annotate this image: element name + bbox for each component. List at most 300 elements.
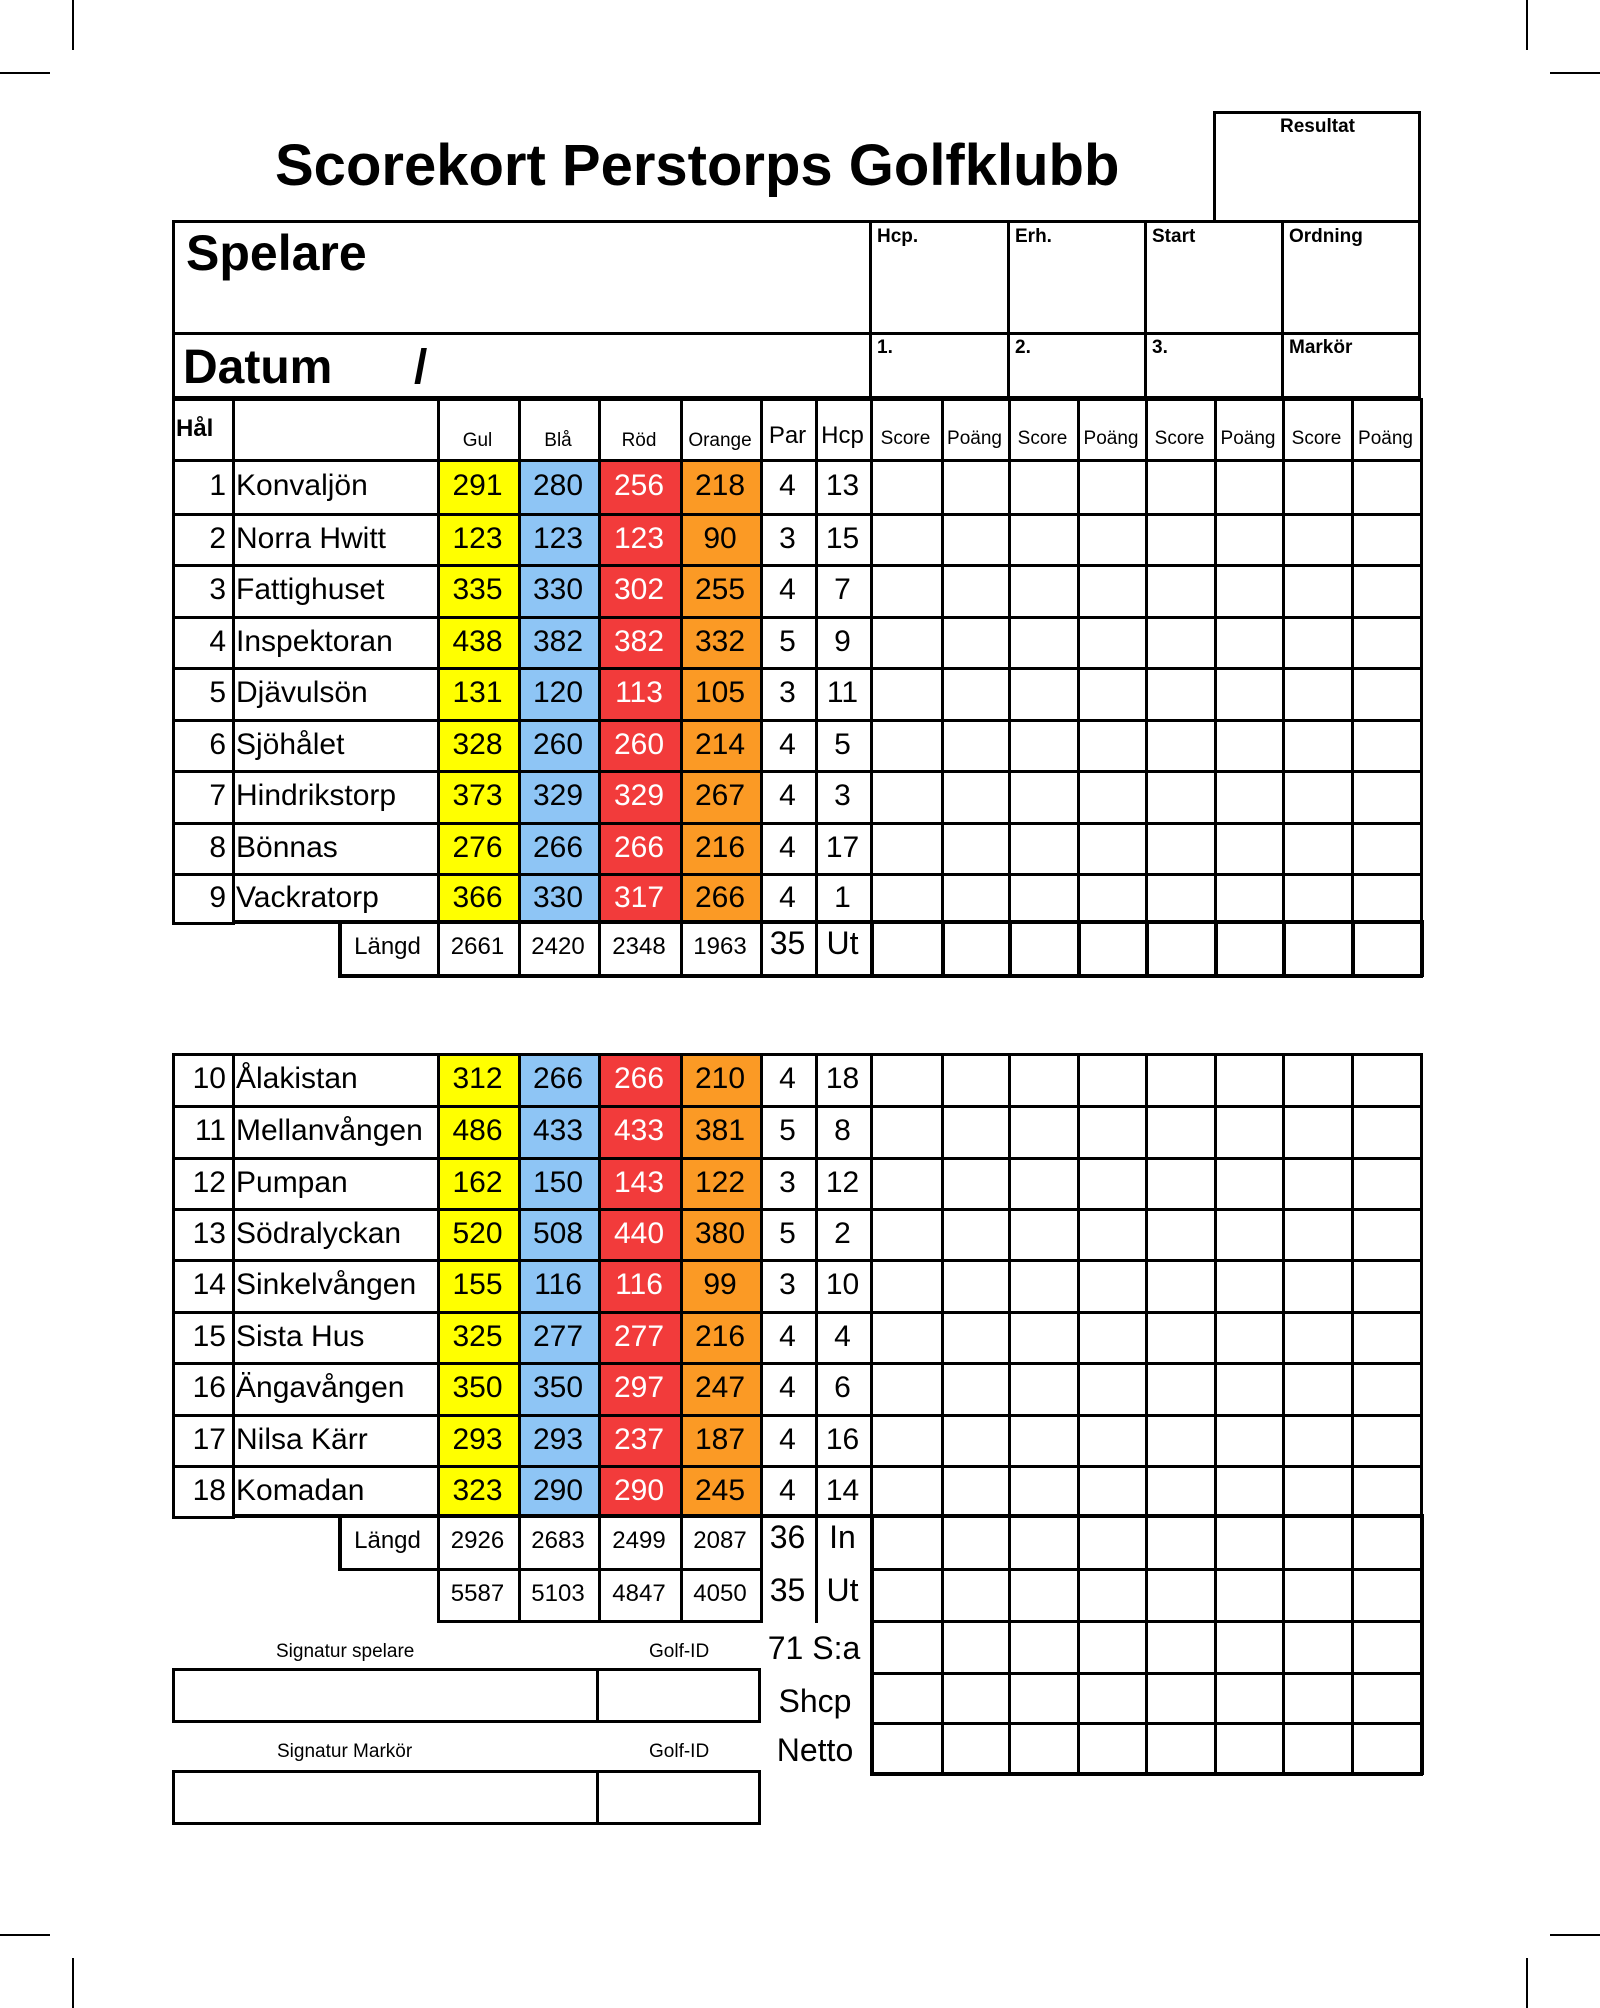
- score-cell[interactable]: [1354, 1314, 1420, 1362]
- golf-id-player-field[interactable]: [600, 1671, 758, 1720]
- summary-score-cell[interactable]: [1081, 1726, 1145, 1772]
- score-cell[interactable]: [873, 1108, 941, 1157]
- score-cell[interactable]: [1285, 1160, 1351, 1208]
- score-cell[interactable]: [1217, 1314, 1282, 1362]
- hole-name: Sjöhålet: [236, 727, 345, 761]
- score-cell[interactable]: [1148, 1314, 1214, 1362]
- score-cell[interactable]: [1080, 1160, 1145, 1208]
- score-cell[interactable]: [1217, 876, 1282, 922]
- length-rod: 116: [615, 1268, 663, 1301]
- summary-score-cell[interactable]: [1149, 1676, 1214, 1722]
- score-cell[interactable]: [1148, 876, 1214, 922]
- score-cell[interactable]: [1217, 1262, 1282, 1311]
- summary-score-cell[interactable]: [1081, 1572, 1145, 1620]
- score-cell[interactable]: [1217, 1417, 1282, 1465]
- summary-score-cell[interactable]: [1218, 1624, 1282, 1672]
- score-cell[interactable]: [1217, 1160, 1282, 1208]
- hole-par: 4: [779, 1473, 796, 1507]
- summary-score-cell[interactable]: [945, 1676, 1008, 1722]
- datum-label: Datum: [183, 341, 333, 394]
- score-cell[interactable]: [1148, 1468, 1214, 1516]
- length-rod: 329: [613, 779, 665, 812]
- summary-score-cell[interactable]: [1286, 1726, 1351, 1772]
- score-cell[interactable]: [1011, 825, 1077, 873]
- summary-score-cell[interactable]: [1149, 1726, 1214, 1772]
- score-cell[interactable]: [1285, 1056, 1351, 1105]
- score-cell[interactable]: [944, 1108, 1008, 1157]
- score-cell[interactable]: [1011, 1417, 1077, 1465]
- score-cell[interactable]: [1217, 1211, 1282, 1259]
- crop-mark: [1550, 72, 1600, 74]
- col-header-score: Score: [1017, 427, 1068, 449]
- length-bla: 433: [532, 1114, 584, 1147]
- length-gul: 486: [452, 1114, 503, 1147]
- hole-hcp: 11: [826, 676, 859, 709]
- score-cell[interactable]: [873, 876, 941, 922]
- score-cell[interactable]: [873, 1468, 941, 1516]
- score-cell[interactable]: [944, 567, 1008, 616]
- score-cell[interactable]: [1080, 825, 1145, 873]
- length-bla: 266: [532, 830, 584, 864]
- front-total-par: 35: [769, 924, 806, 961]
- back-total-tag: In: [829, 1518, 856, 1555]
- score-cell[interactable]: [944, 722, 1008, 770]
- score-cell[interactable]: [1080, 567, 1145, 616]
- back-length-label: Längd: [354, 1527, 421, 1554]
- score-cell[interactable]: [1011, 773, 1077, 822]
- length-bla: 277: [532, 1319, 584, 1353]
- score-cell[interactable]: [1354, 1108, 1420, 1157]
- summary-score-cell[interactable]: [1355, 1726, 1420, 1772]
- hole-number: 9: [209, 880, 226, 914]
- summary-score-cell[interactable]: [1012, 1726, 1077, 1772]
- summary-score-cell[interactable]: [1081, 1518, 1145, 1568]
- score-cell[interactable]: [1080, 670, 1145, 719]
- hole-number: 7: [209, 779, 226, 812]
- hole-par: 4: [779, 1371, 796, 1404]
- front-total-score-cell[interactable]: [1355, 924, 1420, 974]
- score-cell[interactable]: [1080, 1108, 1145, 1157]
- length-gul: 323: [452, 1473, 503, 1507]
- grand-total-par: 35: [769, 1571, 806, 1608]
- score-cell[interactable]: [1011, 1314, 1077, 1362]
- score-cell[interactable]: [944, 516, 1008, 564]
- front-total-tag: Ut: [826, 924, 859, 961]
- hole-number: 2: [209, 521, 226, 555]
- score-cell[interactable]: [1080, 516, 1145, 564]
- back-total-orange: 2087: [693, 1527, 747, 1554]
- score-cell[interactable]: [1148, 567, 1214, 616]
- score-cell[interactable]: [1354, 773, 1420, 822]
- score-cell[interactable]: [873, 1160, 941, 1208]
- length-orange: 105: [694, 676, 746, 709]
- summary-score-cell[interactable]: [1355, 1624, 1420, 1672]
- score-cell[interactable]: [1354, 516, 1420, 564]
- score-cell[interactable]: [873, 619, 941, 667]
- score-cell[interactable]: [1148, 1056, 1214, 1105]
- front-total-score-cell[interactable]: [1286, 924, 1351, 974]
- score-cell[interactable]: [1217, 462, 1282, 513]
- front-total-score-cell[interactable]: [1218, 924, 1282, 974]
- score-cell[interactable]: [944, 1056, 1008, 1105]
- signature-player-label: Signatur spelare: [276, 1641, 415, 1662]
- score-cell[interactable]: [1148, 619, 1214, 667]
- front-total-bla: 2420: [531, 933, 585, 960]
- score-cell[interactable]: [1354, 1468, 1420, 1516]
- score-cell[interactable]: [1080, 1262, 1145, 1311]
- score-cell[interactable]: [1080, 1468, 1145, 1516]
- summary-score-cell[interactable]: [945, 1624, 1008, 1672]
- score-cell[interactable]: [1217, 1365, 1282, 1414]
- score-cell[interactable]: [873, 1211, 941, 1259]
- summary-score-cell[interactable]: [1218, 1726, 1282, 1772]
- score-cell[interactable]: [944, 1211, 1008, 1259]
- score-cell[interactable]: [1011, 462, 1077, 513]
- score-cell[interactable]: [1148, 1211, 1214, 1259]
- hole-par: 4: [779, 1422, 796, 1456]
- hole-name: Vackratorp: [236, 880, 379, 914]
- score-cell[interactable]: [944, 1314, 1008, 1362]
- score-cell[interactable]: [1285, 722, 1351, 770]
- summary-score-cell[interactable]: [1012, 1676, 1077, 1722]
- info-label-2: Start: [1152, 226, 1196, 247]
- score-cell[interactable]: [944, 1160, 1008, 1208]
- hole-name: Komadan: [236, 1473, 365, 1507]
- score-cell[interactable]: [1354, 876, 1420, 922]
- score-cell[interactable]: [1080, 462, 1145, 513]
- length-bla: 330: [532, 573, 584, 606]
- score-cell[interactable]: [1354, 1211, 1420, 1259]
- score-cell[interactable]: [1354, 1417, 1420, 1465]
- length-gul: 373: [452, 779, 503, 812]
- score-cell[interactable]: [1354, 722, 1420, 770]
- back-total-bla: 2683: [531, 1527, 585, 1554]
- length-rod: 297: [613, 1371, 665, 1404]
- score-cell[interactable]: [1148, 1262, 1214, 1311]
- hole-hcp: 17: [825, 830, 860, 864]
- score-cell[interactable]: [1285, 876, 1351, 922]
- grand-total-tag: Ut: [826, 1571, 859, 1608]
- score-cell[interactable]: [1285, 1417, 1351, 1465]
- score-cell[interactable]: [1148, 462, 1214, 513]
- length-bla: 150: [532, 1165, 584, 1199]
- length-bla: 293: [532, 1422, 584, 1456]
- length-rod: 290: [613, 1473, 665, 1507]
- score-cell[interactable]: [1354, 1262, 1420, 1311]
- hole-hcp: 4: [834, 1319, 851, 1353]
- summary-score-cell[interactable]: [874, 1624, 941, 1672]
- score-cell[interactable]: [1011, 567, 1077, 616]
- score-cell[interactable]: [1354, 567, 1420, 616]
- score-cell[interactable]: [944, 1365, 1008, 1414]
- hole-number: 13: [192, 1216, 226, 1250]
- length-bla: 260: [532, 727, 584, 761]
- score-cell[interactable]: [1148, 1365, 1214, 1414]
- summary-score-cell[interactable]: [1218, 1518, 1282, 1568]
- front-total-score-cell[interactable]: [945, 924, 1008, 974]
- length-bla: 330: [532, 880, 584, 914]
- score-cell[interactable]: [1354, 619, 1420, 667]
- score-cell[interactable]: [1080, 722, 1145, 770]
- hole-par: 3: [779, 676, 796, 709]
- score-cell[interactable]: [1011, 1468, 1077, 1516]
- col-header-par: Par: [768, 421, 807, 449]
- score-cell[interactable]: [1217, 516, 1282, 564]
- score-cell[interactable]: [1354, 1056, 1420, 1105]
- score-cell[interactable]: [1285, 516, 1351, 564]
- crop-mark: [0, 1934, 50, 1936]
- hole-number: 14: [192, 1268, 226, 1301]
- score-cell[interactable]: [1011, 516, 1077, 564]
- length-rod: 440: [613, 1216, 665, 1250]
- score-cell[interactable]: [1148, 670, 1214, 719]
- score-cell[interactable]: [1285, 1108, 1351, 1157]
- score-cell[interactable]: [1285, 1262, 1351, 1311]
- score-cell[interactable]: [944, 773, 1008, 822]
- summary-score-cell[interactable]: [1286, 1572, 1351, 1620]
- score-cell[interactable]: [1217, 825, 1282, 873]
- front-total-score-cell[interactable]: [1081, 924, 1145, 974]
- length-orange: 266: [694, 880, 746, 914]
- col-header-score: Score: [880, 427, 931, 449]
- length-orange: 332: [694, 624, 746, 658]
- score-cell[interactable]: [873, 1417, 941, 1465]
- score-cell[interactable]: [1354, 1160, 1420, 1208]
- score-cell[interactable]: [1285, 462, 1351, 513]
- signature-player-field[interactable]: [176, 1671, 594, 1720]
- score-cell[interactable]: [1217, 1108, 1282, 1157]
- score-cell[interactable]: [944, 876, 1008, 922]
- length-bla: 266: [532, 1062, 584, 1095]
- score-cell[interactable]: [1354, 825, 1420, 873]
- summary-score-cell[interactable]: [874, 1572, 941, 1620]
- summary-score-cell[interactable]: [1218, 1676, 1282, 1722]
- score-cell[interactable]: [873, 1314, 941, 1362]
- length-orange: 381: [694, 1114, 746, 1147]
- hole-name: Inspektoran: [236, 624, 393, 658]
- info-field-3[interactable]: [1284, 252, 1414, 330]
- score-cell[interactable]: [1285, 1365, 1351, 1414]
- score-cell[interactable]: [873, 1262, 941, 1311]
- summary-score-cell[interactable]: [1149, 1518, 1214, 1568]
- summary-score-cell[interactable]: [1286, 1676, 1351, 1722]
- score-cell[interactable]: [1217, 619, 1282, 667]
- summary-score-cell[interactable]: [1081, 1624, 1145, 1672]
- summary-score-cell[interactable]: [1012, 1518, 1077, 1568]
- score-cell[interactable]: [944, 670, 1008, 719]
- summary-score-cell[interactable]: [874, 1676, 941, 1722]
- score-cell[interactable]: [1148, 516, 1214, 564]
- length-orange: 216: [694, 1319, 746, 1353]
- score-cell[interactable]: [873, 825, 941, 873]
- length-gul: 293: [452, 1422, 503, 1456]
- front-total-score-cell[interactable]: [1149, 924, 1214, 974]
- summary-score-cell[interactable]: [1355, 1518, 1420, 1568]
- score-cell[interactable]: [873, 1056, 941, 1105]
- score-cell[interactable]: [1011, 1056, 1077, 1105]
- hole-name: Nilsa Kärr: [236, 1422, 368, 1456]
- score-cell[interactable]: [1011, 1160, 1077, 1208]
- info-field-0[interactable]: [872, 252, 1002, 330]
- length-bla: 329: [532, 779, 584, 812]
- score-cell[interactable]: [873, 722, 941, 770]
- length-bla: 116: [534, 1268, 582, 1301]
- summary-score-cell[interactable]: [874, 1726, 941, 1772]
- score-cell[interactable]: [1285, 773, 1351, 822]
- length-orange: 214: [694, 727, 746, 761]
- marker-label-2: 3.: [1152, 337, 1168, 358]
- score-cell[interactable]: [944, 462, 1008, 513]
- length-rod: 266: [613, 1062, 665, 1095]
- score-cell[interactable]: [1217, 722, 1282, 770]
- hole-name: Konvaljön: [236, 469, 368, 502]
- summary-score-cell[interactable]: [1218, 1572, 1282, 1620]
- hole-par: 4: [779, 1062, 796, 1095]
- score-cell[interactable]: [944, 825, 1008, 873]
- hole-name: Mellanvången: [236, 1114, 423, 1147]
- score-cell[interactable]: [1354, 670, 1420, 719]
- score-cell[interactable]: [1354, 1365, 1420, 1414]
- datum-field[interactable]: [340, 338, 866, 396]
- score-cell[interactable]: [1148, 825, 1214, 873]
- col-header-gul: Gul: [462, 429, 493, 451]
- score-cell[interactable]: [873, 462, 941, 513]
- summary-score-cell[interactable]: [1355, 1572, 1420, 1620]
- score-cell[interactable]: [1285, 1314, 1351, 1362]
- length-rod: 266: [613, 830, 665, 864]
- length-rod: 113: [615, 676, 663, 709]
- hole-name: Fattighuset: [236, 573, 385, 606]
- marker-label-1: 2.: [1015, 337, 1031, 358]
- score-cell[interactable]: [873, 773, 941, 822]
- hole-number: 4: [209, 624, 226, 658]
- hole-hcp: 6: [834, 1371, 851, 1404]
- score-cell[interactable]: [873, 516, 941, 564]
- score-cell[interactable]: [1217, 773, 1282, 822]
- signature-marker-field[interactable]: [176, 1773, 594, 1822]
- summary-score-cell[interactable]: [1286, 1624, 1351, 1672]
- hole-hcp: 7: [834, 573, 851, 606]
- length-rod: 382: [613, 624, 665, 658]
- score-cell[interactable]: [1080, 773, 1145, 822]
- score-cell[interactable]: [1080, 1314, 1145, 1362]
- spelare-field[interactable]: [180, 226, 866, 330]
- crop-mark: [0, 72, 50, 74]
- score-cell[interactable]: [944, 1417, 1008, 1465]
- length-bla: 280: [532, 469, 584, 502]
- summary-score-cell[interactable]: [1355, 1676, 1420, 1722]
- score-cell[interactable]: [1217, 1468, 1282, 1516]
- score-cell[interactable]: [1148, 1108, 1214, 1157]
- score-cell[interactable]: [1080, 1056, 1145, 1105]
- front-total-score-cell[interactable]: [1012, 924, 1077, 974]
- score-cell[interactable]: [1011, 670, 1077, 719]
- score-cell[interactable]: [1285, 825, 1351, 873]
- hole-name: Djävulsön: [236, 676, 368, 709]
- score-cell[interactable]: [1011, 1365, 1077, 1414]
- score-cell[interactable]: [1285, 1468, 1351, 1516]
- length-gul: 131: [452, 676, 503, 709]
- length-gul: 520: [452, 1216, 503, 1250]
- score-cell[interactable]: [1354, 462, 1420, 513]
- score-cell[interactable]: [1285, 567, 1351, 616]
- score-cell[interactable]: [873, 670, 941, 719]
- score-cell[interactable]: [1148, 1417, 1214, 1465]
- summary-score-cell[interactable]: [1286, 1518, 1351, 1568]
- score-cell[interactable]: [1011, 1108, 1077, 1157]
- golf-id-label: Golf-ID: [649, 1641, 710, 1662]
- score-cell[interactable]: [1011, 1211, 1077, 1259]
- hole-number: 5: [209, 676, 226, 709]
- score-cell[interactable]: [1285, 670, 1351, 719]
- col-header-poang: Poäng: [947, 427, 1002, 449]
- length-bla: 290: [532, 1473, 584, 1507]
- summary-score-cell[interactable]: [1149, 1624, 1214, 1672]
- hole-hcp: 5: [834, 727, 851, 761]
- score-cell[interactable]: [873, 1365, 941, 1414]
- length-orange: 187: [694, 1422, 746, 1456]
- summary-score-cell[interactable]: [874, 1518, 941, 1568]
- col-header-rod: Röd: [621, 429, 657, 451]
- score-cell[interactable]: [1148, 773, 1214, 822]
- score-cell[interactable]: [1011, 1262, 1077, 1311]
- hole-par: 5: [779, 624, 796, 658]
- score-cell[interactable]: [944, 1262, 1008, 1311]
- hole-par: 4: [779, 573, 796, 606]
- summary-score-cell[interactable]: [945, 1518, 1008, 1568]
- summary-score-cell[interactable]: [1081, 1676, 1145, 1722]
- score-cell[interactable]: [1217, 670, 1282, 719]
- summary-score-cell[interactable]: [945, 1572, 1008, 1620]
- score-cell[interactable]: [1080, 876, 1145, 922]
- front-length-label: Längd: [354, 933, 421, 960]
- golf-id-marker-label: Golf-ID: [649, 1741, 710, 1762]
- hole-name: Södralyckan: [236, 1216, 402, 1250]
- score-cell[interactable]: [1217, 1056, 1282, 1105]
- score-cell[interactable]: [1148, 1160, 1214, 1208]
- summary-score-cell[interactable]: [1012, 1572, 1077, 1620]
- score-cell[interactable]: [1011, 876, 1077, 922]
- score-cell[interactable]: [1217, 567, 1282, 616]
- score-cell[interactable]: [1285, 1211, 1351, 1259]
- front-total-score-cell[interactable]: [874, 924, 941, 974]
- score-cell[interactable]: [1080, 619, 1145, 667]
- golf-id-marker-field[interactable]: [600, 1773, 758, 1822]
- col-header-bla: Blå: [544, 429, 572, 451]
- front-total-orange: 1963: [693, 933, 747, 960]
- score-cell[interactable]: [873, 567, 941, 616]
- score-cell[interactable]: [1080, 1417, 1145, 1465]
- score-cell[interactable]: [944, 619, 1008, 667]
- score-cell[interactable]: [1011, 619, 1077, 667]
- hole-par: 3: [779, 1165, 796, 1199]
- score-cell[interactable]: [1285, 619, 1351, 667]
- hole-number: 8: [209, 830, 226, 864]
- summary-score-cell[interactable]: [1149, 1572, 1214, 1620]
- info-field-2[interactable]: [1147, 252, 1277, 330]
- score-cell[interactable]: [1011, 722, 1077, 770]
- summary-score-cell[interactable]: [1012, 1624, 1077, 1672]
- score-cell[interactable]: [1080, 1211, 1145, 1259]
- info-label-3: Ordning: [1289, 226, 1363, 247]
- info-field-1[interactable]: [1010, 252, 1140, 330]
- crop-mark: [72, 1958, 74, 2008]
- score-cell[interactable]: [944, 1468, 1008, 1516]
- score-cell[interactable]: [1080, 1365, 1145, 1414]
- summary-score-cell[interactable]: [945, 1726, 1008, 1772]
- score-cell[interactable]: [1148, 722, 1214, 770]
- marker-label-0: 1.: [877, 337, 893, 358]
